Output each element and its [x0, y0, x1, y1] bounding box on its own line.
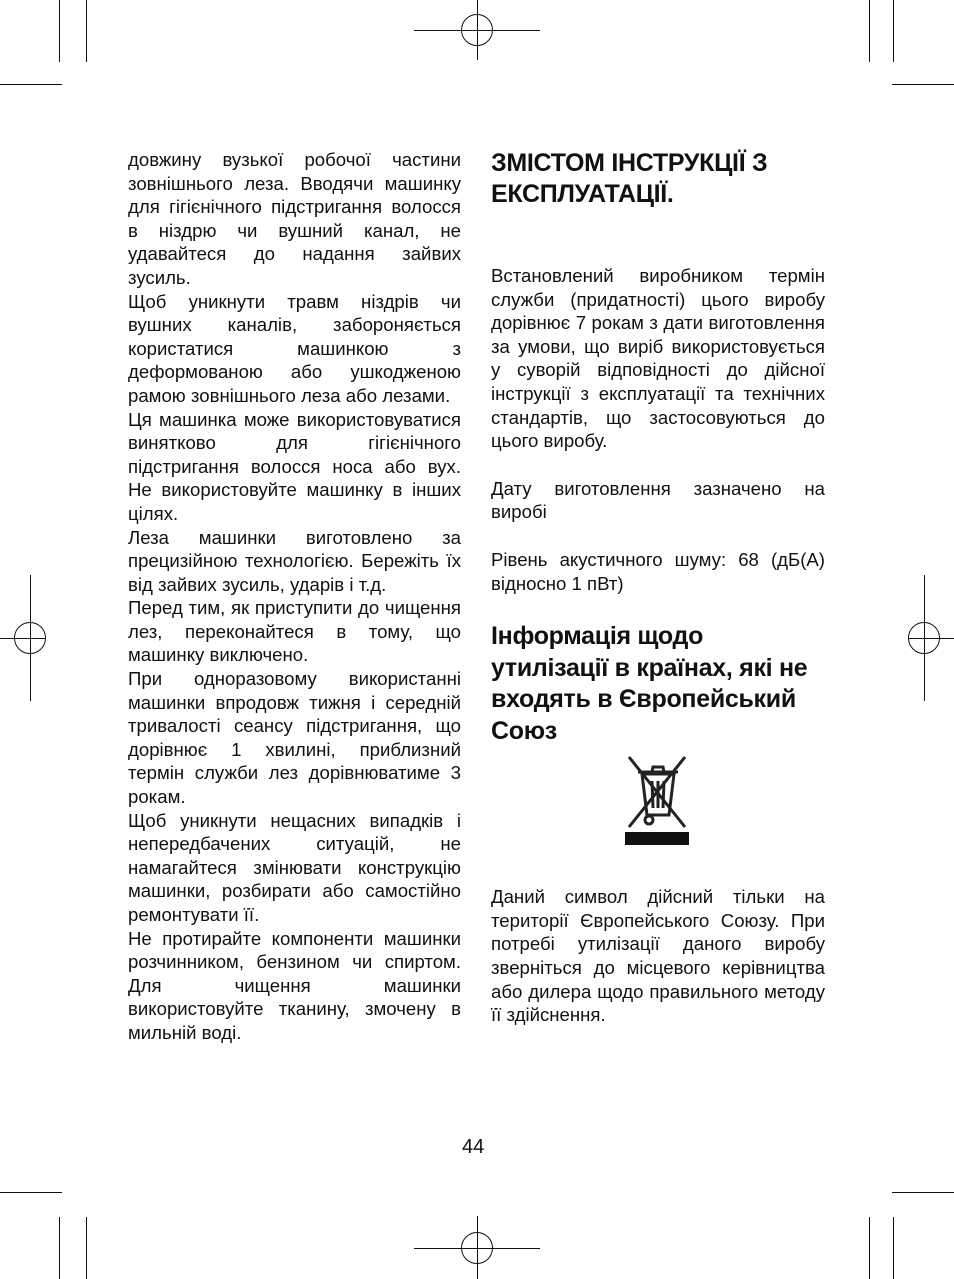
right-column: [491, 148, 825, 1027]
paragraph-cleaning-method: Не протирайте компоненти машинки розчинником, бензином чи спиртом. Для чищення машинки використовуйте тканину, змочену в мильній воді.: [128, 927, 461, 1043]
paragraph-blade-lifetime: При одноразовому використанні машинки впродовж тижня і середній тривалості сеансу підстригання, що дорівнює 1 хвилині, приблизний термін служби лез дорівнюватиме 3 рокам.: [128, 668, 461, 808]
paragraph-no-modification: Щоб уникнути нещасних випадків і непередбачених ситуацій, не намагайтеся змінювати конструкцію машинки, розбирати або самостійно ремонтувати її.: [128, 809, 461, 925]
crop-mark: [0, 1192, 62, 1193]
paragraph-intended-use: Ця машинка може використовуватися винятково для гігієнічного підстригання волосся носа або вух. Не використовуйте машинку в інших цілях.: [128, 408, 461, 524]
section-heading-disposal: Інформація щодо утилізації в країнах, які не входять в Європейський Союз: [491, 622, 808, 745]
crop-mark: [892, 1192, 954, 1193]
section-heading-instructions: ЗМІСТОМ ІНСТРУКЦІЇ З ЕКСПЛУАТАЦІЇ.: [491, 149, 768, 208]
paragraph-cleaning-precaution: Перед тим, як приступити до чищення лез, переконайтеся в тому, що машинку виключено.: [128, 597, 461, 666]
crop-mark: [86, 0, 87, 62]
crop-mark: [869, 1217, 870, 1279]
disposal-text: Даний символ дійсний тільки на території Європейського Союзу. При потребі утилізації даного виробу зверніться до місцевого керівництва або дилера щодо правильного методу її здійснення.: [491, 886, 825, 1026]
crop-mark: [59, 0, 60, 62]
crossed-out-wheelie-bin-icon: [625, 753, 689, 847]
crop-mark: [0, 84, 62, 85]
registration-mark-right: [908, 575, 954, 701]
registration-mark-left: [0, 575, 46, 701]
left-column: [128, 148, 461, 1045]
service-life-text: Встановлений виробником термін служби (придатності) цього виробу дорівнює 7 рокам з дати виготовлення за умови, що виріб використовується у суворій відповідності до дійсної інструкції з експлуатації та технічних стандартів, що застосовуються до цього виробу.: [491, 265, 825, 452]
crop-mark: [893, 1217, 894, 1279]
paragraph-injury-warning: Щоб уникнути травм ніздрів чи вушних каналів, забороняється користатися машинкою з деформованою або ушкодженою рамою зовнішнього леза або лезами.: [128, 290, 461, 406]
noise-level-text: Рівень акустичного шуму: 68 (дБ(А) відносно 1 пВт): [491, 548, 825, 594]
page-number: 44: [462, 1136, 485, 1158]
paragraph-insertion-caution: довжину вузької робочої частини зовнішнього леза. Вводячи машинку для гігієнічного підстригання волосся в ніздрю чи вушний канал, не удавайтеся до надання зайвих зусиль.: [128, 149, 461, 288]
crop-mark: [869, 0, 870, 62]
crop-mark: [86, 1217, 87, 1279]
manufacture-date-text: Дату виготовлення зазначено на виробі: [491, 477, 825, 523]
paragraph-blade-care: Леза машинки виготовлено за прецизійною технологією. Бережіть їх від зайвих зусиль, ударів і т.д.: [128, 526, 461, 595]
crop-mark: [893, 0, 894, 62]
crop-mark: [59, 1217, 60, 1279]
registration-mark-top: [414, 0, 540, 60]
registration-mark-bottom: [414, 1216, 540, 1279]
crop-mark: [892, 84, 954, 85]
